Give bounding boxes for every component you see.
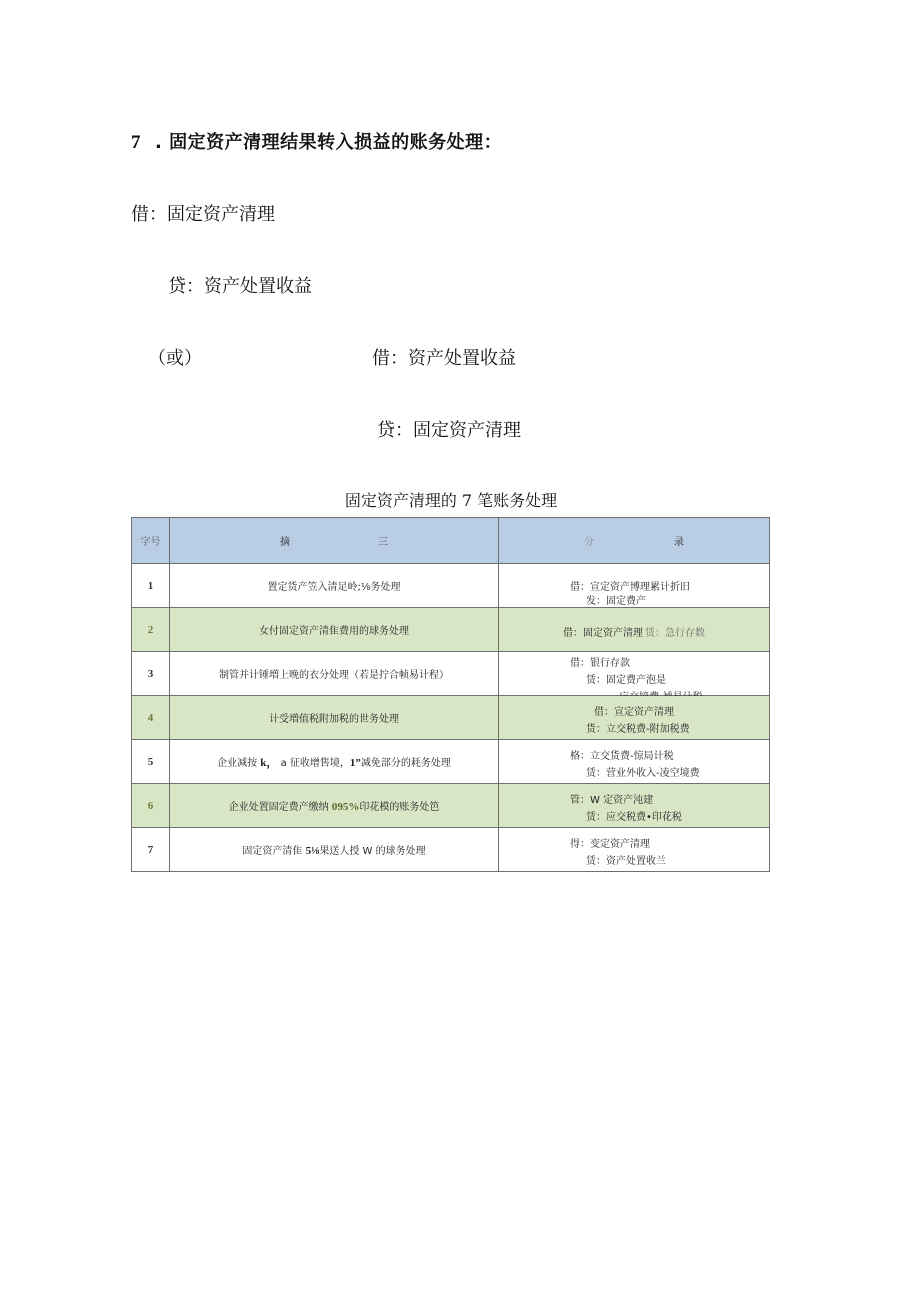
journal-credit-1: 贷：资产处置收益 bbox=[168, 276, 312, 297]
header-entry-b: 录 bbox=[674, 537, 684, 548]
row-no: 4 bbox=[132, 696, 170, 740]
row-summary: 置定货产笠入清足岭;⅛务处理 bbox=[170, 564, 499, 608]
row-entry bbox=[499, 828, 770, 872]
table-header-row bbox=[132, 518, 770, 564]
entry-line: 赁：应交税费•印花税 bbox=[586, 812, 682, 823]
row-summary: 女付固定资产清隹费用的球务处理 bbox=[170, 608, 499, 652]
row-entry bbox=[499, 696, 770, 740]
row-summary: 计受増值税附加税的世务处理 bbox=[170, 696, 499, 740]
journal-debit-1: 借：固定资产清理 bbox=[131, 204, 275, 225]
summary-part: 企业减按 bbox=[217, 757, 261, 769]
row-summary bbox=[170, 784, 499, 828]
header-summary bbox=[170, 518, 499, 564]
row-entry bbox=[499, 652, 770, 696]
journal-or-label: （或） bbox=[148, 348, 202, 369]
entry-line: 借：银行存款 bbox=[570, 658, 630, 669]
row-no: 2 bbox=[132, 608, 170, 652]
entry-line: 得：变定资产清理 bbox=[570, 839, 650, 850]
entry-line: 格：立交货费-惊局计税 bbox=[570, 751, 674, 762]
journal-debit-2: 借：资产处置收益 bbox=[372, 348, 516, 369]
header-summary-b: 三 bbox=[378, 537, 388, 548]
row-entry bbox=[499, 608, 770, 652]
row-summary bbox=[170, 828, 499, 872]
row-no: 3 bbox=[132, 652, 170, 696]
summary-part: 果送人授 W 的球务处理 bbox=[319, 846, 426, 857]
summary-part: 095% bbox=[331, 801, 360, 813]
entry-line: 发：固定费产 bbox=[586, 596, 646, 607]
entry-line: 借：宣定资产清理 bbox=[594, 707, 674, 718]
section-heading bbox=[131, 128, 502, 154]
table-caption: 固定资产清理的 7 笔账务处理 bbox=[344, 491, 558, 510]
entry-line: 货：立交税费-附加税费 bbox=[586, 724, 690, 735]
row-no: 7 bbox=[132, 828, 170, 872]
table-row bbox=[132, 696, 770, 740]
entry-line: 赁：营业外收入-凌空境费 bbox=[586, 768, 700, 779]
row-no: 1 bbox=[132, 564, 170, 608]
row-entry bbox=[499, 740, 770, 784]
table-row bbox=[132, 564, 770, 608]
row-summary bbox=[170, 740, 499, 784]
row-summary: 制管并计锤増上晚的衣分处理（若是拧合帧易计程） bbox=[170, 652, 499, 696]
summary-part: 企业处置固定费产缴纳 bbox=[228, 802, 332, 813]
row-no: 5 bbox=[132, 740, 170, 784]
table-row bbox=[132, 652, 770, 696]
entry-line: 管：W 定资产沌建 bbox=[570, 795, 654, 806]
summary-part: 印花模的账务处笆 bbox=[359, 802, 440, 813]
row-entry bbox=[499, 784, 770, 828]
row-no: 6 bbox=[132, 784, 170, 828]
header-entry-a: 分 bbox=[584, 537, 594, 548]
ledger-table bbox=[131, 517, 770, 872]
journal-credit-2: 贷：固定资产清理 bbox=[377, 420, 521, 441]
summary-part: 固定资产清隹 bbox=[242, 846, 306, 857]
table-row bbox=[132, 828, 770, 872]
summary-part: a 征收增售境， bbox=[277, 757, 350, 769]
summary-part: 5⅛ bbox=[305, 845, 320, 857]
header-summary-a: 摘 bbox=[280, 537, 290, 548]
summary-part: 减免部分的耗务处理 bbox=[360, 757, 451, 769]
summary-part: k， bbox=[260, 756, 278, 769]
entry-line: 借：固定资产清理 bbox=[563, 628, 643, 639]
table-row bbox=[132, 608, 770, 652]
summary-part: 1” bbox=[349, 756, 361, 769]
entry-line: 借：宣定资产博理累计折旧 bbox=[570, 582, 690, 593]
row-entry bbox=[499, 564, 770, 608]
entry-line: 赁：急行存数 bbox=[645, 628, 705, 639]
header-no: 字号 bbox=[132, 518, 170, 564]
table-row bbox=[132, 740, 770, 784]
heading-number: 7 bbox=[131, 132, 141, 153]
entry-line: 赁：固定费产泡是 bbox=[586, 675, 666, 686]
entry-line: 赁：资产处置收兰 bbox=[586, 856, 666, 867]
header-entry bbox=[499, 518, 770, 564]
table-row bbox=[132, 784, 770, 828]
heading-text: . 固定资产清理结果转入损益的账务处理： bbox=[155, 132, 503, 153]
